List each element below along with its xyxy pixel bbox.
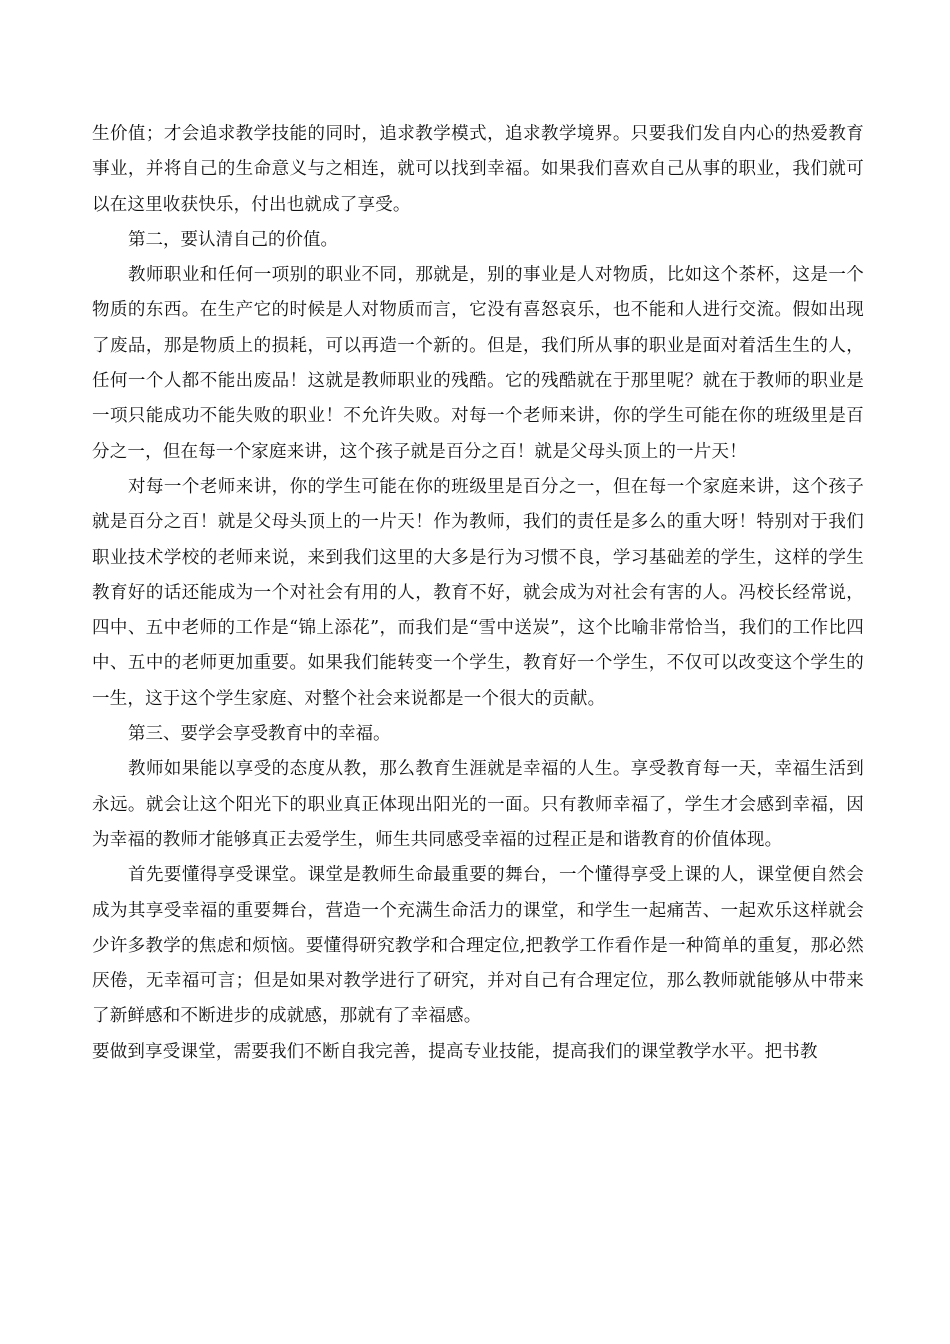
paragraph-6: 要做到享受课堂，需要我们不断自我完善，提高专业技能，提高我们的课堂教学水平。把书教 (92, 1041, 818, 1062)
section-heading-2: 第二，要认清自己的价值。 (128, 229, 338, 250)
paragraph-4: 教师如果能以享受的态度从教，那么教育生涯就是幸福的人生。享受教育每一天，幸福生活到永远。就会让这个阳光下的职业真正体现出阳光的一面。只有教师幸福了，学生才会感到幸福，因为幸福的教师才能够真正去爱学生，师生共同感受幸福的过程正是和谐教育的价值体现。 (92, 759, 864, 850)
paragraph-3: 对每一个老师来讲，你的学生可能在你的班级里是百分之一，但在每一个家庭来讲，这个孩子就是百分之百！就是父母头顶上的一片天！作为教师，我们的责任是多么的重大呀！特别对于我们职业技术学校的老师来说，来到我们这里的大多是行为习惯不良，学习基础差的学生，这样的学生教育好的话还能成为一个对社会有用的人，教育不好，就会成为对社会有害的人。冯校长经常说，四中、五中老师的工作是“锦上添花”，而我们是“雪中送炭”，这个比喻非常恰当，我们的工作比四中、五中的老师更加重要。如果我们能转变一个学生，教育好一个学生，不仅可以改变这个学生的一生，这于这个学生家庭、对整个社会来说都是一个很大的贡献。 (92, 476, 864, 709)
paragraph-1: 生价值；才会追求教学技能的同时，追求教学模式，追求教学境界。只要我们发自内心的热爱教育事业，并将自己的生命意义与之相连，就可以找到幸福。如果我们喜欢自己从事的职业，我们就可以在这里收获快乐，付出也就成了享受。 (92, 124, 864, 215)
paragraph-5: 首先要懂得享受课堂。课堂是教师生命最重要的舞台，一个懂得享受上课的人，课堂便自然会成为其享受幸福的重要舞台，营造一个充满生命活力的课堂，和学生一起痛苦、一起欢乐这样就会少许多教学的焦虑和烦恼。要懂得研究教学和合理定位,把教学工作看作是一种简单的重复，那必然厌倦，无幸福可言；但是如果对教学进行了研究，并对自己有合理定位，那么教师就能够从中带来了新鲜感和不断进步的成就感，那就有了幸福感。 (92, 865, 864, 1027)
document-page (92, 117, 864, 1070)
section-heading-3: 第三、要学会享受教育中的幸福。 (128, 724, 391, 745)
paragraph-2: 教师职业和任何一项别的职业不同，那就是，别的事业是人对物质，比如这个茶杯，这是一个物质的东西。在生产它的时候是人对物质而言，它没有喜怒哀乐，也不能和人进行交流。假如出现了废品，那是物质上的损耗，可以再造一个新的。但是，我们所从事的职业是面对着活生生的人，任何一个人都不能出废品！这就是教师职业的残酷。它的残酷就在于那里呢？就在于教师的职业是一项只能成功不能失败的职业！不允许失败。对每一个老师来讲，你的学生可能在你的班级里是百分之一，但在每一个家庭来讲，这个孩子就是百分之百！就是父母头顶上的一片天！ (92, 265, 864, 462)
